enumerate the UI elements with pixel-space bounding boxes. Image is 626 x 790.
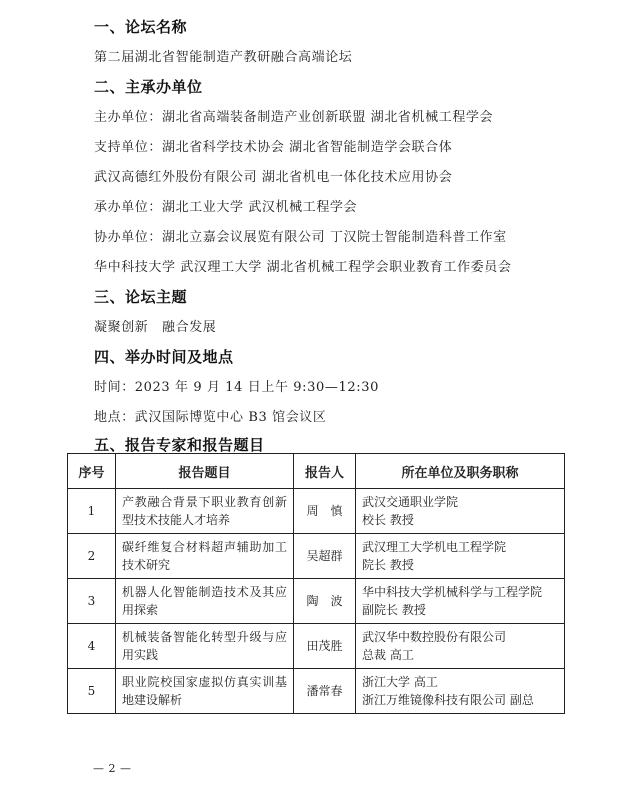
header-organization: 所在单位及职务职称 <box>356 454 565 489</box>
organizer-line: 支持单位：湖北省科学技术协会 湖北省智能制造学会联合体 <box>94 140 453 155</box>
organization-name: 浙江大学 高工 <box>362 675 438 689</box>
organizer-line: 武汉高德红外股份有限公司 湖北省机电一体化技术应用协会 <box>94 170 453 185</box>
report-title: 机器人化智能制造技术及其应用探索 <box>116 579 294 624</box>
page-number: — 2 — <box>93 762 132 775</box>
speaker-name: 周 慎 <box>294 489 356 534</box>
organization-name: 武汉华中数控股份有限公司 <box>362 630 507 644</box>
header-speaker: 报告人 <box>294 454 356 489</box>
organizer-line: 主办单位：湖北省高端装备制造产业创新联盟 湖北省机械工程学会 <box>94 110 494 125</box>
header-title: 报告题目 <box>116 454 294 489</box>
position-title: 浙江万维镜像科技有限公司 副总 <box>362 693 534 707</box>
organizer-line: 华中科技大学 武汉理工大学 湖北省机械工程学会职业教育工作委员会 <box>94 260 512 275</box>
organization-name: 武汉交通职业学院 <box>362 495 459 509</box>
section-heading-forum-name: 一、论坛名称 <box>94 18 188 36</box>
speaker-organization <box>356 624 565 669</box>
section-heading-organizers: 二、主承办单位 <box>94 78 203 96</box>
speaker-name: 吴超群 <box>294 534 356 579</box>
position-title: 副院长 教授 <box>362 603 426 617</box>
report-table <box>67 453 565 714</box>
speaker-organization <box>356 669 565 714</box>
organizer-line: 协办单位：湖北立嘉会议展览有限公司 丁汉院士智能制造科普工作室 <box>94 230 507 245</box>
speaker-organization <box>356 489 565 534</box>
report-title: 机械装备智能化转型升级与应用实践 <box>116 624 294 669</box>
forum-theme: 凝聚创新 融合发展 <box>94 320 217 335</box>
position-title: 总裁 高工 <box>362 648 414 662</box>
speaker-organization <box>356 579 565 624</box>
row-number: 3 <box>68 579 116 624</box>
table-row <box>68 579 565 624</box>
event-time: 时间：2023 年 9 月 14 日上午 9:30—12:30 <box>94 380 379 395</box>
forum-name: 第二届湖北省智能制造产教研融合高端论坛 <box>94 50 353 65</box>
section-heading-reports: 五、报告专家和报告题目 <box>94 436 265 454</box>
speaker-name: 陶 波 <box>294 579 356 624</box>
row-number: 1 <box>68 489 116 534</box>
row-number: 2 <box>68 534 116 579</box>
position-title: 校长 教授 <box>362 513 414 527</box>
report-title: 碳纤维复合材料超声辅助加工技术研究 <box>116 534 294 579</box>
speaker-organization <box>356 534 565 579</box>
speaker-name: 田茂胜 <box>294 624 356 669</box>
organization-name: 武汉理工大学机电工程学院 <box>362 540 507 554</box>
table-row <box>68 534 565 579</box>
section-heading-time-place: 四、举办时间及地点 <box>94 348 234 366</box>
report-title: 职业院校国家虚拟仿真实训基地建设解析 <box>116 669 294 714</box>
organizer-line: 承办单位：湖北工业大学 武汉机械工程学会 <box>94 200 358 215</box>
event-place: 地点：武汉国际博览中心 B3 馆会议区 <box>94 410 327 425</box>
report-title: 产教融合背景下职业教育创新型技术技能人才培养 <box>116 489 294 534</box>
row-number: 4 <box>68 624 116 669</box>
table-row <box>68 489 565 534</box>
table-row <box>68 624 565 669</box>
row-number: 5 <box>68 669 116 714</box>
header-number: 序号 <box>68 454 116 489</box>
section-heading-theme: 三、论坛主题 <box>94 288 188 306</box>
table-header-row <box>68 454 565 489</box>
position-title: 院长 教授 <box>362 558 414 572</box>
speaker-name: 潘常春 <box>294 669 356 714</box>
table-row <box>68 669 565 714</box>
organization-name: 华中科技大学机械科学与工程学院 <box>362 585 543 599</box>
